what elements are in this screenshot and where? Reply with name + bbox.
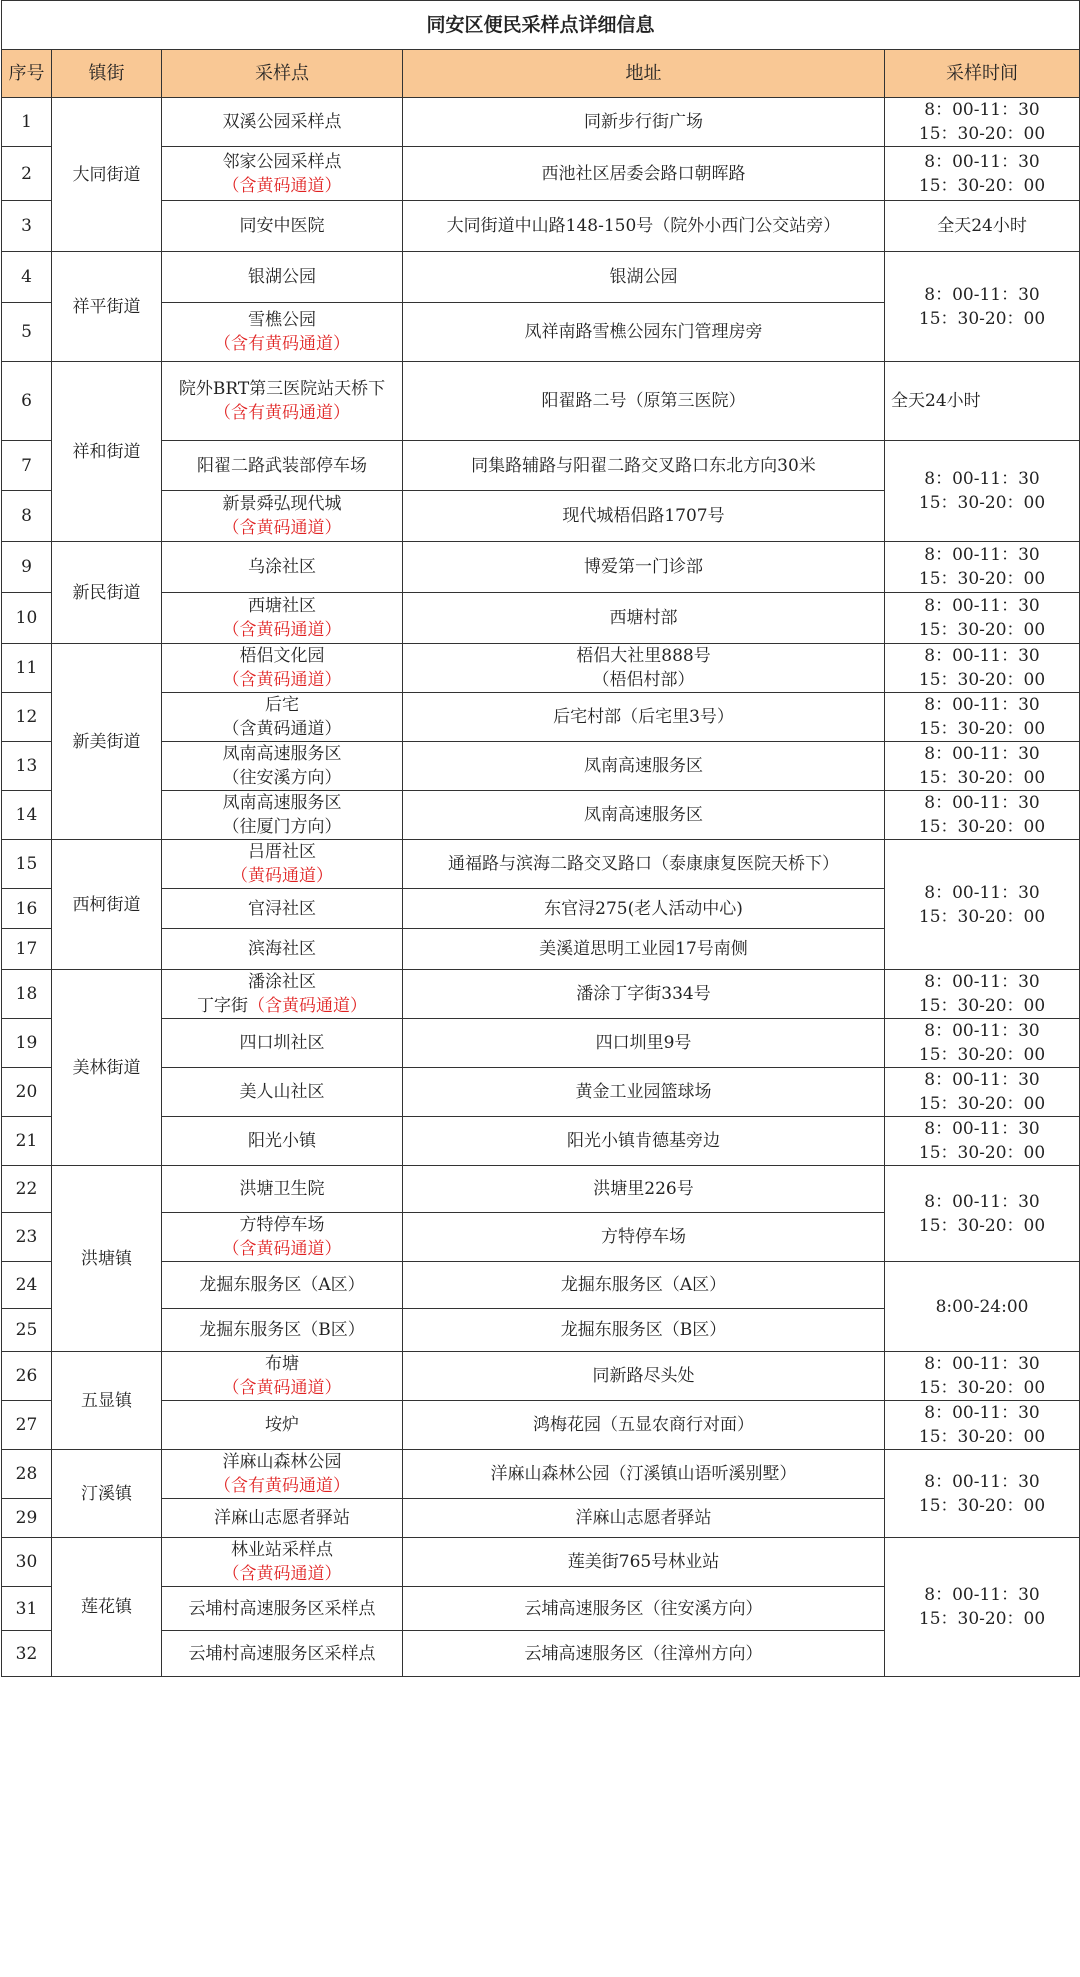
cell-district: 美林街道 — [52, 970, 162, 1166]
cell-number: 25 — [2, 1309, 52, 1352]
cell-site — [162, 644, 403, 693]
cell-line: 15：30-20：00 — [918, 1045, 1046, 1065]
cell-district: 五显镇 — [52, 1352, 162, 1450]
table-row — [2, 441, 1080, 491]
cell-time — [885, 1450, 1080, 1538]
cell-line: 四口圳里9号 — [595, 1033, 692, 1053]
cell-time — [885, 1117, 1080, 1166]
cell-line: 邻家公园采样点 — [222, 151, 342, 172]
cell-address — [403, 1631, 885, 1677]
cell-line: 15：30-20：00 — [918, 906, 1046, 927]
cell-site — [162, 1450, 403, 1499]
yellow-code-note: （含黄码通道） — [222, 175, 342, 196]
cell-time — [885, 252, 1080, 362]
cell-line: 美人山社区 — [239, 1082, 325, 1102]
cell-address — [403, 889, 885, 929]
site-note-line — [166, 1474, 398, 1498]
site-note-line — [166, 668, 398, 692]
table-row — [2, 742, 1080, 791]
cell-number: 23 — [2, 1213, 52, 1262]
cell-site — [162, 1499, 403, 1538]
cell-site — [162, 1352, 403, 1401]
cell-line: 凤南高速服务区 — [584, 756, 703, 776]
table-body — [2, 98, 1080, 1677]
cell-number: 19 — [2, 1019, 52, 1068]
cell-site — [162, 542, 403, 593]
cell-line: 西塘社区 — [248, 596, 316, 616]
cell-site — [162, 98, 403, 147]
site-note-line — [166, 332, 398, 356]
cell-number: 3 — [2, 201, 52, 252]
cell-line: 全天24小时 — [891, 391, 981, 411]
cell-address — [403, 693, 885, 742]
cell-site — [162, 791, 403, 840]
cell-number: 26 — [2, 1352, 52, 1401]
site-note-prefix: 丁字街 — [197, 996, 248, 1016]
cell-number: 31 — [2, 1587, 52, 1631]
cell-site — [162, 1068, 403, 1117]
cell-line: 黄金工业园篮球场 — [575, 1082, 712, 1102]
cell-line: 四口圳社区 — [239, 1033, 325, 1053]
cell-number: 12 — [2, 693, 52, 742]
cell-number: 28 — [2, 1450, 52, 1499]
cell-line: 西池社区居委会路口朝晖路 — [541, 163, 746, 184]
yellow-code-note: （含有黄码通道） — [214, 403, 350, 423]
site-note-line — [166, 994, 398, 1018]
table-row — [2, 1117, 1080, 1166]
cell-line: 15：30-20：00 — [918, 1427, 1046, 1447]
cell-line: 后宅 — [265, 695, 299, 715]
yellow-code-note: （含黄码通道） — [222, 518, 342, 538]
cell-address — [403, 593, 885, 644]
cell-time — [885, 542, 1080, 593]
cell-address — [403, 303, 885, 362]
cell-number: 27 — [2, 1401, 52, 1450]
cell-number: 30 — [2, 1538, 52, 1587]
table-row — [2, 970, 1080, 1019]
cell-line: 雪樵公园 — [248, 310, 316, 330]
cell-line: 15：30-20：00 — [918, 569, 1046, 589]
cell-line: 后宅村部（后宅里3号） — [553, 707, 734, 727]
cell-line: （往安溪方向） — [222, 768, 342, 788]
table-row — [2, 362, 1080, 441]
cell-time — [885, 970, 1080, 1019]
yellow-code-note: （含有黄码通道） — [214, 1476, 350, 1496]
yellow-code-note: （含黄码通道） — [222, 1239, 342, 1259]
cell-number: 15 — [2, 840, 52, 889]
cell-site — [162, 362, 403, 441]
cell-line: 15：30-20：00 — [918, 493, 1046, 513]
cell-address — [403, 1587, 885, 1631]
cell-line: 银湖公园 — [609, 267, 678, 287]
cell-line: 潘涂丁字街334号 — [576, 984, 711, 1004]
cell-address — [403, 147, 885, 201]
site-note-line — [166, 618, 398, 642]
header-row — [2, 50, 1080, 98]
cell-time — [885, 791, 1080, 840]
cell-address — [403, 742, 885, 791]
cell-address — [403, 1213, 885, 1262]
cell-address — [403, 201, 885, 252]
table-row — [2, 693, 1080, 742]
cell-line: 吕厝社区 — [248, 842, 316, 862]
site-note-line — [166, 516, 398, 540]
cell-number: 21 — [2, 1117, 52, 1166]
cell-site — [162, 252, 403, 303]
cell-line: 15：30-20：00 — [918, 1215, 1046, 1236]
site-note-line — [166, 1562, 398, 1586]
cell-number: 1 — [2, 98, 52, 147]
cell-line: 8：00-11：30 — [924, 793, 1040, 813]
cell-address — [403, 840, 885, 889]
cell-line: 8:00-24:00 — [935, 1296, 1029, 1317]
cell-line: 博爱第一门诊部 — [584, 557, 703, 577]
cell-site — [162, 1587, 403, 1631]
table-row — [2, 840, 1080, 889]
cell-time — [885, 1166, 1080, 1262]
cell-line: 8：00-11：30 — [924, 695, 1040, 715]
yellow-code-note: （黄码通道） — [231, 866, 333, 886]
cell-line: 全天24小时 — [937, 216, 1027, 236]
table-title: 同安区便民采样点详细信息 — [2, 1, 1080, 50]
yellow-code-note: （含黄码通道） — [222, 1378, 342, 1398]
yellow-code-note: （含黄码通道） — [222, 620, 342, 640]
cell-number: 18 — [2, 970, 52, 1019]
cell-line: 15：30-20：00 — [918, 1609, 1046, 1629]
cell-line: 洪塘卫生院 — [239, 1179, 325, 1199]
table-row — [2, 1019, 1080, 1068]
cell-number: 14 — [2, 791, 52, 840]
cell-site — [162, 1213, 403, 1262]
cell-number: 7 — [2, 441, 52, 491]
cell-number: 16 — [2, 889, 52, 929]
cell-line: 官浔社区 — [248, 898, 316, 919]
cell-address — [403, 644, 885, 693]
yellow-code-note: （含有黄码通道） — [214, 334, 350, 354]
cell-line: 8：00-11：30 — [924, 545, 1040, 565]
cell-line: 布塘 — [265, 1354, 299, 1374]
cell-site — [162, 1401, 403, 1450]
site-note-line — [166, 174, 398, 198]
cell-line: 8：00-11：30 — [924, 151, 1040, 172]
cell-site — [162, 742, 403, 791]
cell-number: 20 — [2, 1068, 52, 1117]
cell-number: 5 — [2, 303, 52, 362]
cell-site — [162, 693, 403, 742]
cell-time — [885, 644, 1080, 693]
cell-district: 祥和街道 — [52, 362, 162, 542]
cell-district: 西柯街道 — [52, 840, 162, 970]
cell-line: 8：00-11：30 — [924, 1585, 1040, 1605]
cell-site — [162, 491, 403, 542]
cell-site — [162, 840, 403, 889]
header-time: 采样时间 — [885, 50, 1080, 98]
cell-site — [162, 1309, 403, 1352]
cell-line: 大同街道中山路148-150号（院外小西门公交站旁） — [446, 216, 841, 236]
cell-time — [885, 1262, 1080, 1352]
cell-site — [162, 1631, 403, 1677]
cell-line: 云埔村高速服务区采样点 — [188, 1643, 376, 1664]
cell-time — [885, 147, 1080, 201]
cell-address — [403, 1352, 885, 1401]
cell-address — [403, 98, 885, 147]
cell-line: 美溪道思明工业园17号南侧 — [539, 939, 748, 959]
cell-site — [162, 970, 403, 1019]
table-row — [2, 791, 1080, 840]
cell-line: 通福路与滨海二路交叉路口（泰康康复医院天桥下） — [448, 854, 839, 874]
table-row — [2, 542, 1080, 593]
cell-line: 院外BRT第三医院站天桥下 — [178, 379, 386, 399]
cell-number: 22 — [2, 1166, 52, 1213]
cell-number: 29 — [2, 1499, 52, 1538]
cell-line: 8：00-11：30 — [924, 646, 1040, 666]
cell-district: 大同街道 — [52, 98, 162, 252]
cell-line: 8：00-11：30 — [924, 100, 1040, 120]
cell-time — [885, 693, 1080, 742]
cell-line: 云埔高速服务区（往安溪方向） — [524, 1598, 763, 1619]
cell-line: 8：00-11：30 — [924, 744, 1040, 764]
cell-line: 梧侣大社里888号 — [576, 646, 711, 666]
cell-district: 新美街道 — [52, 644, 162, 840]
cell-line: 洪塘里226号 — [593, 1179, 694, 1199]
cell-line: 15：30-20：00 — [918, 670, 1046, 690]
table-row — [2, 252, 1080, 303]
cell-line: 8：00-11：30 — [924, 1070, 1040, 1090]
cell-number: 2 — [2, 147, 52, 201]
cell-time — [885, 1401, 1080, 1450]
cell-site — [162, 303, 403, 362]
cell-address — [403, 1166, 885, 1213]
cell-site — [162, 147, 403, 201]
site-note-line — [166, 1237, 398, 1261]
cell-site — [162, 1262, 403, 1309]
cell-line: 8：00-11：30 — [924, 1354, 1040, 1374]
cell-number: 17 — [2, 929, 52, 970]
cell-address — [403, 1019, 885, 1068]
cell-time — [885, 1352, 1080, 1401]
cell-number: 4 — [2, 252, 52, 303]
table-row — [2, 593, 1080, 644]
cell-line: 15：30-20：00 — [918, 768, 1046, 788]
site-note-line — [166, 864, 398, 888]
cell-line: 同集路辅路与阳翟二路交叉路口东北方向30米 — [471, 455, 816, 476]
cell-site — [162, 1166, 403, 1213]
cell-site — [162, 1538, 403, 1587]
cell-address — [403, 542, 885, 593]
cell-line: 洋麻山森林公园（汀溪镇山语听溪别墅） — [490, 1464, 797, 1484]
cell-line: 15：30-20：00 — [918, 124, 1046, 144]
cell-number: 6 — [2, 362, 52, 441]
cell-line: 凤祥南路雪樵公园东门管理房旁 — [524, 322, 763, 342]
yellow-code-note: （含黄码通道） — [222, 670, 342, 690]
cell-time — [885, 201, 1080, 252]
cell-line: 8：00-11：30 — [924, 882, 1040, 903]
cell-time — [885, 593, 1080, 644]
cell-line: 15：30-20：00 — [918, 817, 1046, 837]
cell-line: 龙掘东服务区（A区） — [199, 1275, 365, 1295]
cell-address — [403, 491, 885, 542]
cell-site — [162, 441, 403, 491]
sampling-points-table — [1, 0, 1080, 1677]
cell-line: 方特停车场 — [239, 1215, 325, 1235]
cell-line: 龙掘东服务区（B区） — [199, 1320, 365, 1340]
cell-number: 9 — [2, 542, 52, 593]
cell-line: （含黄码通道） — [222, 719, 342, 739]
cell-line: 15：30-20：00 — [918, 620, 1046, 640]
cell-address — [403, 1117, 885, 1166]
cell-number: 24 — [2, 1262, 52, 1309]
cell-line: 现代城梧侣路1707号 — [562, 506, 725, 526]
cell-line: 15：30-20：00 — [918, 308, 1046, 329]
cell-line: 方特停车场 — [601, 1227, 686, 1247]
cell-site — [162, 889, 403, 929]
header-no: 序号 — [2, 50, 52, 98]
cell-number: 8 — [2, 491, 52, 542]
cell-address — [403, 1309, 885, 1352]
table-row — [2, 1401, 1080, 1450]
cell-address — [403, 1262, 885, 1309]
cell-site — [162, 1117, 403, 1166]
cell-address — [403, 970, 885, 1019]
cell-time — [885, 441, 1080, 542]
cell-line: 洋麻山森林公园 — [222, 1452, 342, 1472]
table-row — [2, 1538, 1080, 1587]
cell-line: 15：30-20：00 — [918, 996, 1046, 1016]
cell-line: 同新路尽头处 — [592, 1366, 695, 1386]
cell-number: 11 — [2, 644, 52, 693]
cell-address — [403, 441, 885, 491]
cell-line: 阳翟路二号（原第三医院） — [541, 391, 746, 411]
cell-address — [403, 1499, 885, 1538]
cell-line: 阳光小镇肯德基旁边 — [567, 1131, 720, 1151]
cell-line: 龙掘东服务区（A区） — [560, 1275, 727, 1295]
cell-district: 新民街道 — [52, 542, 162, 644]
cell-line: 8：00-11：30 — [924, 1119, 1040, 1139]
cell-line: 8：00-11：30 — [924, 469, 1040, 489]
site-note-line — [166, 1376, 398, 1400]
cell-line: 8：00-11：30 — [924, 1403, 1040, 1423]
table-row — [2, 644, 1080, 693]
cell-district: 汀溪镇 — [52, 1450, 162, 1538]
cell-line: 梧侣文化园 — [239, 646, 325, 666]
cell-line: 云埔村高速服务区采样点 — [188, 1598, 376, 1619]
cell-line: 龙掘东服务区（B区） — [560, 1320, 727, 1340]
cell-line: 西塘村部 — [609, 608, 678, 628]
cell-line: 阳光小镇 — [248, 1131, 316, 1151]
cell-district: 洪塘镇 — [52, 1166, 162, 1352]
sampling-points-sheet — [1, 0, 1079, 1677]
cell-line: 洋麻山志愿者驿站 — [575, 1508, 712, 1528]
cell-line: 15：30-20：00 — [918, 719, 1046, 739]
table-row — [2, 1166, 1080, 1213]
table-row — [2, 147, 1080, 201]
yellow-code-note: （含黄码通道） — [222, 1564, 342, 1584]
cell-line: 莲美街765号林业站 — [567, 1552, 720, 1572]
cell-time — [885, 742, 1080, 791]
cell-address — [403, 252, 885, 303]
cell-line: （梧侣村部） — [592, 670, 695, 690]
cell-line: （往厦门方向） — [222, 817, 342, 837]
cell-number: 10 — [2, 593, 52, 644]
cell-line: 凤南高速服务区 — [222, 744, 342, 764]
cell-address — [403, 362, 885, 441]
table-row — [2, 1352, 1080, 1401]
cell-time — [885, 1019, 1080, 1068]
cell-time — [885, 840, 1080, 970]
cell-line: 8：00-11：30 — [924, 596, 1040, 616]
cell-line: 凤南高速服务区 — [222, 793, 342, 813]
cell-time — [885, 1068, 1080, 1117]
cell-line: 同安中医院 — [239, 216, 325, 236]
cell-line: 8：00-11：30 — [924, 1471, 1040, 1492]
cell-line: 15：30-20：00 — [918, 1094, 1046, 1114]
cell-line: 洋麻山志愿者驿站 — [214, 1508, 350, 1528]
cell-line: 凤南高速服务区 — [584, 805, 703, 825]
cell-line: 新景舜弘现代城 — [222, 494, 342, 514]
yellow-code-note: （含黄码通道） — [248, 996, 367, 1016]
cell-number: 13 — [2, 742, 52, 791]
header-address: 地址 — [403, 50, 885, 98]
table-row — [2, 1450, 1080, 1499]
cell-line: 8：00-11：30 — [924, 1191, 1040, 1212]
cell-district: 莲花镇 — [52, 1538, 162, 1677]
cell-line: 8：00-11：30 — [924, 972, 1040, 992]
cell-line: 15：30-20：00 — [918, 1143, 1046, 1163]
table-row — [2, 98, 1080, 147]
cell-line: 滨海社区 — [248, 939, 316, 959]
cell-address — [403, 1538, 885, 1587]
table-row — [2, 1068, 1080, 1117]
cell-address — [403, 1068, 885, 1117]
cell-site — [162, 201, 403, 252]
cell-address — [403, 929, 885, 970]
cell-line: 鸿梅花园（五显农商行对面） — [533, 1415, 754, 1435]
cell-district: 祥平街道 — [52, 252, 162, 362]
cell-address — [403, 1401, 885, 1450]
cell-line: 银湖公园 — [248, 267, 316, 287]
cell-line: 乌涂社区 — [248, 557, 316, 577]
cell-site — [162, 929, 403, 970]
cell-line: 云埔高速服务区（往漳州方向） — [524, 1643, 763, 1664]
table-row — [2, 1262, 1080, 1309]
cell-site — [162, 593, 403, 644]
cell-site — [162, 1019, 403, 1068]
cell-line: 双溪公园采样点 — [222, 112, 342, 132]
cell-line: 8：00-11：30 — [924, 1021, 1040, 1041]
header-site: 采样点 — [162, 50, 403, 98]
header-district: 镇街 — [52, 50, 162, 98]
cell-line: 8：00-11：30 — [924, 284, 1040, 305]
cell-line: 东官浔275(老人活动中心) — [544, 898, 743, 919]
cell-line: 垵炉 — [265, 1415, 299, 1435]
site-note-line — [166, 401, 398, 425]
table-row — [2, 201, 1080, 252]
cell-time — [885, 362, 1080, 441]
cell-line: 15：30-20：00 — [918, 175, 1046, 196]
cell-line: 潘涂社区 — [248, 972, 316, 992]
cell-line: 阳翟二路武装部停车场 — [197, 455, 367, 476]
cell-line: 15：30-20：00 — [918, 1495, 1046, 1516]
cell-line: 15：30-20：00 — [918, 1378, 1046, 1398]
cell-line: 同新步行街广场 — [584, 112, 703, 132]
cell-address — [403, 791, 885, 840]
cell-address — [403, 1450, 885, 1499]
cell-number: 32 — [2, 1631, 52, 1677]
cell-time — [885, 98, 1080, 147]
cell-line: 林业站采样点 — [231, 1540, 333, 1560]
cell-time — [885, 1538, 1080, 1677]
